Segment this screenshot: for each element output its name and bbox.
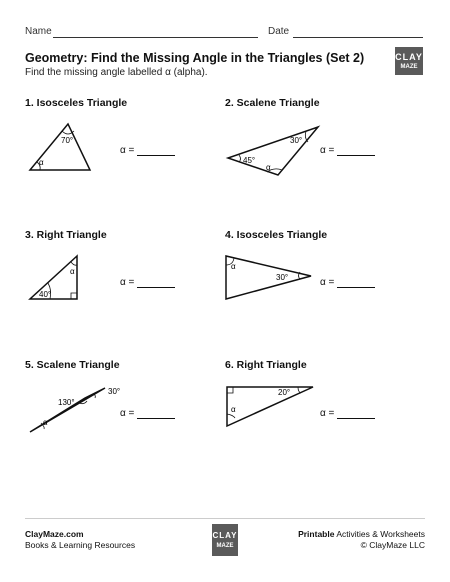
date-field[interactable] [293, 37, 423, 38]
name-field[interactable] [53, 37, 258, 38]
answer-1-prefix: α = [120, 145, 135, 156]
problem-4-answer[interactable] [320, 277, 375, 288]
problem-5-answer[interactable] [120, 408, 175, 419]
triangle-5-shape [30, 388, 105, 432]
problem-6-answer[interactable] [320, 408, 375, 419]
problem-4-given: 30° [276, 273, 289, 282]
triangle-3-shape [30, 256, 77, 299]
problem-5-given-1: 30° [108, 387, 121, 396]
date-label: Date [268, 26, 290, 37]
triangle-4-shape [226, 256, 311, 299]
problem-1-title: 1. Isosceles Triangle [25, 97, 128, 109]
problem-5-alpha: α [43, 418, 48, 427]
problem-5-given-2: 130° [58, 398, 75, 407]
footer-site[interactable]: ClayMaze.com [25, 529, 84, 539]
problem-2-answer[interactable] [320, 145, 375, 156]
answer-6-blank[interactable] [337, 409, 375, 419]
footer-left [25, 529, 135, 551]
triangle-2-shape [228, 127, 318, 175]
answer-6-prefix: α = [320, 408, 335, 419]
answer-1-blank[interactable] [137, 146, 175, 156]
problem-3-given: 40° [39, 290, 52, 299]
footer-right [298, 529, 425, 551]
problem-1-alpha: α [39, 158, 44, 167]
problem-3-answer[interactable] [120, 277, 175, 288]
problem-2-given-2: 45° [243, 156, 256, 165]
problem-4-title: 4. Isosceles Triangle [225, 229, 328, 241]
answer-4-blank[interactable] [337, 278, 375, 288]
footer-activities: Activities & Worksheets [334, 529, 425, 539]
answer-3-prefix: α = [120, 277, 135, 288]
footer-divider [25, 518, 425, 519]
problem-5-title: 5. Scalene Triangle [25, 359, 120, 371]
page-subtitle: Find the missing angle labelled α (alpha). [25, 67, 208, 78]
problem-5-triangle [20, 378, 135, 438]
footer-logo [212, 524, 238, 556]
problem-1-given: 70° [61, 136, 74, 145]
answer-2-prefix: α = [320, 145, 335, 156]
answer-3-blank[interactable] [137, 278, 175, 288]
answer-4-prefix: α = [320, 277, 335, 288]
answer-2-blank[interactable] [337, 146, 375, 156]
name-label: Name [25, 26, 52, 37]
problem-1-answer[interactable] [120, 145, 175, 156]
footer-printable: Printable [298, 529, 335, 539]
footer-logo-bottom: MAZE [216, 542, 234, 549]
claymaze-logo [395, 47, 423, 75]
answer-5-blank[interactable] [137, 409, 175, 419]
problem-2-triangle [220, 120, 325, 180]
problem-3-alpha: α [70, 267, 75, 276]
footer-copyright: © ClayMaze LLC [360, 540, 425, 550]
logo-top-text: CLAY [395, 51, 423, 62]
answer-5-prefix: α = [120, 408, 135, 419]
problem-2-title: 2. Scalene Triangle [225, 97, 320, 109]
problem-2-given-1: 30° [290, 136, 303, 145]
problem-6-alpha: α [231, 405, 236, 414]
problem-6-given: 20° [278, 388, 291, 397]
footer-logo-top: CLAY [212, 530, 238, 540]
problem-6-triangle [220, 380, 320, 435]
problem-3-triangle [22, 250, 87, 305]
problem-4-alpha: α [231, 262, 236, 271]
problem-4-triangle [220, 250, 320, 305]
problem-3-title: 3. Right Triangle [25, 229, 107, 241]
logo-bottom-text: MAZE [400, 63, 418, 70]
problem-1-triangle [20, 115, 100, 175]
problem-2-alpha: α [266, 163, 271, 172]
page-title: Geometry: Find the Missing Angle in the Triangles (Set 2) [25, 51, 365, 65]
footer-tagline: Books & Learning Resources [25, 540, 136, 550]
problem-6-title: 6. Right Triangle [225, 359, 307, 371]
